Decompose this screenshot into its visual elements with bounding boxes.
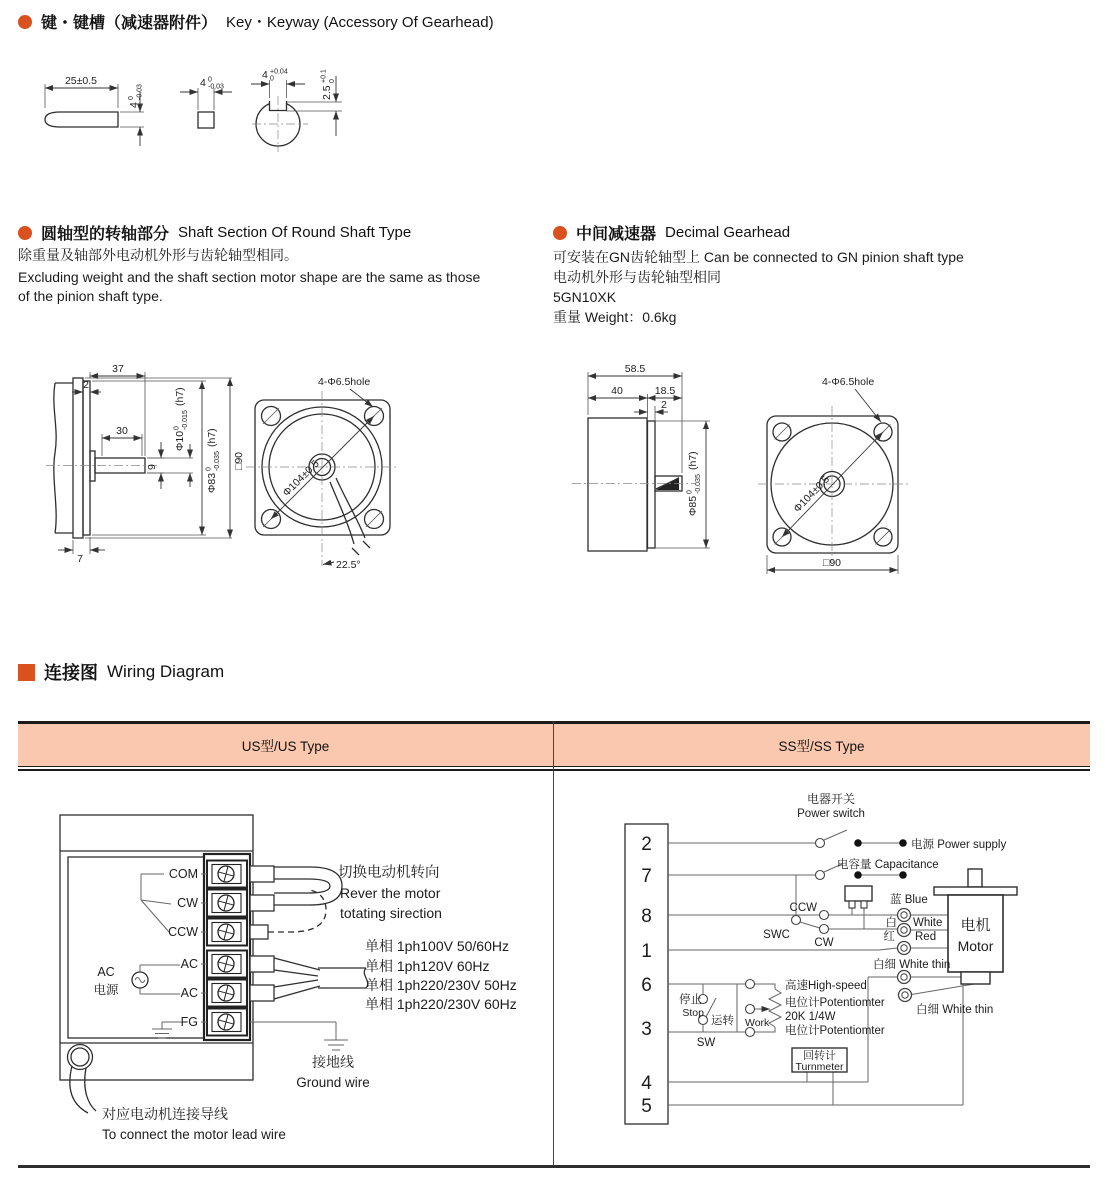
terminal-box [60,815,253,1080]
motor-label-cn: 电机 [960,917,991,934]
svg-text:3: 3 [641,1019,652,1040]
red-wire-label-cn: 红 [883,931,895,943]
svg-text:0: 0 [128,96,135,100]
cw-label: CW [814,937,834,949]
motor-label-en: Motor [957,938,994,954]
ccw-dashed-wire [268,890,326,932]
orange-bullet-icon [18,15,32,29]
round-shaft-body-en2: of the pinion shaft type. [18,288,163,304]
ss-terminal-numbers [641,834,652,1117]
svg-text:Φ83: Φ83 [206,472,218,493]
gearhead-side-view [572,363,710,551]
svg-text:4: 4 [641,1073,652,1094]
holes-callout: 4-Φ6.5hole [318,376,371,388]
svg-text:0: 0 [270,75,274,83]
reverse-note-cn: 切换电动机转向 [338,865,440,881]
gearhead-title-cn: 中间减速器 [576,226,657,243]
svg-text:Φ10: Φ10 [174,430,186,451]
orange-square-icon [18,664,35,681]
svg-text:0: 0 [205,467,213,471]
ac-source-symbol [132,965,180,994]
white-thin-label-1: 白细 White thin [873,959,951,971]
svg-text:+0.04: +0.04 [270,68,288,76]
reverse-note-en2: totating sirection [340,905,442,921]
svg-text:-0.03: -0.03 [136,84,144,100]
orange-bullet-icon [18,226,32,240]
svg-text:CW: CW [177,896,198,910]
gearhead-drawings [560,358,1100,620]
svg-text:9: 9 [146,464,158,470]
ccw-label: CCW [789,902,817,914]
svg-text:0: 0 [686,490,694,494]
lead-wire-hole [68,1045,97,1114]
dim-40: 40 [611,385,623,397]
svg-text:0: 0 [208,76,212,84]
red-wire-label-en: Red [915,931,937,943]
terminal-labels [168,867,207,1029]
reversing-loop-wire [274,867,342,905]
dim-2-gear: 2 [661,399,667,411]
ground-wire-line [250,1022,348,1050]
key-title-cn: 键・键槽（减速器附件） [41,15,218,32]
gearhead-title-en: Decimal Gearhead [665,224,791,241]
power-cable [274,958,368,999]
white-thin-label-2: 白细 White thin [916,1004,994,1016]
keyway-shaft-view [251,69,342,153]
round-shaft-drawings [18,358,488,620]
svg-text:□90: □90 [233,451,245,470]
fg-ground-symbol [152,1022,182,1038]
table-bottom-border [18,1165,1090,1168]
wiring-title-en: Wiring Diagram [107,662,225,681]
svg-text:4: 4 [200,77,206,89]
svg-text:4: 4 [128,102,140,108]
round-shaft-heading [18,221,411,244]
work-label-cn: 运转 [711,1015,734,1027]
round-shaft-body-cn: 除重量及轴部外电动机外形与齿轮轴型相同。 [18,247,298,263]
svg-text:Turnmeter: Turnmeter [795,1061,844,1073]
gearhead-heading [553,221,790,244]
dim-shaft-diameter [174,387,190,451]
reverse-note-en1: Rever the motor [340,885,441,901]
keyway-slot-width-dim [262,69,288,83]
blue-wire-label: 蓝 Blue [890,894,928,906]
wiring-title-cn: 连接图 [44,663,98,683]
work-label-en: Work [745,1017,770,1029]
dim-square-90 [233,452,245,470]
key-cross-section [180,77,232,129]
round-shaft-body-en1: Excluding weight and the shaft section motor shape are the same as those [18,269,481,285]
dim-9 [146,464,158,470]
key-title-en: Key・Keyway (Accessory Of Gearhead) [226,14,494,31]
power-switch-label-cn: 电器开关 [806,792,856,806]
direction-selector-lines [141,874,171,932]
key-side-view [45,75,144,146]
svg-text:Φ85: Φ85 [687,495,699,516]
dim-85-diameter [687,451,703,516]
us-wiring-diagram [18,770,553,1164]
svg-text:0: 0 [329,79,336,83]
stop-label-cn: 停止 [679,994,702,1006]
ac-power-label-1: AC [97,965,115,979]
orange-bullet-icon [553,226,567,240]
motor-lead-wires [330,478,370,555]
svg-text:单相 1ph220/230V 60Hz: 单相 1ph220/230V 60Hz [365,996,517,1012]
round-shaft-front-view [246,376,398,571]
turnmeter-box [792,1048,847,1073]
wiring-heading [18,659,224,685]
pot-label-4: 电位计Potentiomter [785,1025,885,1037]
pot-label-2: 电位计Potentiomter [785,997,885,1009]
svg-text:6: 6 [641,975,652,996]
key-keyway-drawings [30,60,375,165]
dim-30: 30 [116,425,128,437]
voltage-list [365,938,517,1012]
ss-wiring-diagram [554,770,1090,1164]
gearhead-body4: 重量 Weight：0.6kg [553,309,677,325]
keyway-depth-dim [321,69,337,100]
svg-text:(h7): (h7) [174,387,186,406]
lead-wire-label-cn: 对应电动机连接导线 [102,1106,228,1122]
svg-text:FG: FG [180,1015,198,1029]
round-shaft-title-en: Shaft Section Of Round Shaft Type [178,224,412,241]
pot-label-1: 高速High-speed [785,980,867,992]
wire-connectors [898,909,912,1002]
dim-7: 7 [77,553,83,565]
white-wire-label-en: White [913,917,943,929]
svg-text:回转计: 回转计 [803,1050,836,1062]
gearhead-front-view [758,376,908,574]
lead-wire-label-en: To connect the motor lead wire [102,1127,286,1142]
svg-text:+0.1: +0.1 [320,69,328,83]
svg-text:-0.035: -0.035 [695,474,702,494]
svg-text:单相 1ph120V 60Hz: 单相 1ph120V 60Hz [365,958,490,974]
pot-label-3: 20K 1/4W [785,1011,836,1023]
capacitance-label: 电容量 Capacitance [837,859,939,871]
dim-angle: 22.5° [336,559,361,571]
swc-label: SWC [763,929,790,941]
table-header-us: US型/US Type [241,738,330,754]
capacitor-symbol [845,886,872,908]
dim-body-diameter [206,428,222,493]
power-switch-label-en: Power switch [797,808,865,820]
table-header-ss: SS型/SS Type [778,738,865,754]
svg-text:-0.035: -0.035 [214,451,221,471]
svg-text:Φ104±0.5: Φ104±0.5 [280,457,322,499]
ac-power-label-2: 电源 [93,983,119,997]
gearhead-body1: 可安装在GN齿轮轴型上 Can be connected to GN pinion shaft type [553,249,964,265]
stop-label-en: Stop [682,1007,704,1019]
svg-text:-0.03: -0.03 [208,83,224,91]
dim-18-5: 18.5 [654,385,676,397]
svg-text:(h7): (h7) [206,428,218,447]
svg-text:AC: AC [180,957,198,971]
svg-text:单相 1ph100V 50/60Hz: 单相 1ph100V 50/60Hz [365,938,509,954]
ground-label-cn: 接地线 [312,1054,354,1070]
key-height-dim [128,84,144,108]
power-supply-label: 电源 Power supply [911,839,1007,851]
svg-text:5: 5 [641,1096,652,1117]
svg-text:2.5: 2.5 [321,85,333,100]
white-wire-label-cn: 白 [885,917,897,929]
dim-circle-104-gear [791,473,832,515]
key-section-heading [18,10,494,33]
svg-text:-0.015: -0.015 [182,410,189,430]
round-shaft-title-cn: 圆轴型的转轴部分 [41,226,170,243]
key-length-dim: 25±0.5 [64,75,98,87]
svg-text:7: 7 [641,866,652,887]
ground-label-en: Ground wire [296,1075,370,1090]
svg-text:COM: COM [168,867,198,881]
svg-text:(h7): (h7) [687,451,699,470]
round-shaft-side-view [46,363,245,565]
svg-text:8: 8 [641,906,652,927]
svg-text:2: 2 [641,834,652,855]
dim-square-90-gear: □90 [822,557,842,569]
svg-text:Φ104±0.5: Φ104±0.5 [791,473,833,515]
svg-text:单相 1ph220/230V 50Hz: 单相 1ph220/230V 50Hz [365,977,517,993]
dim-37: 37 [112,363,124,375]
svg-text:CCW: CCW [168,925,198,939]
dim-58-5: 58.5 [624,363,646,375]
sw-label: SW [696,1037,716,1049]
gearhead-body3: 5GN10XK [553,289,617,305]
holes-callout-gear: 4-Φ6.5hole [822,376,875,388]
dim-2: 2 [83,379,89,391]
svg-text:0: 0 [173,426,181,430]
gearhead-body2: 电动机外形与齿轮轴型相同 [553,269,721,285]
key-width-dim [200,77,224,91]
svg-text:1: 1 [641,941,652,962]
svg-text:4: 4 [262,69,268,81]
svg-text:AC: AC [180,986,198,1000]
